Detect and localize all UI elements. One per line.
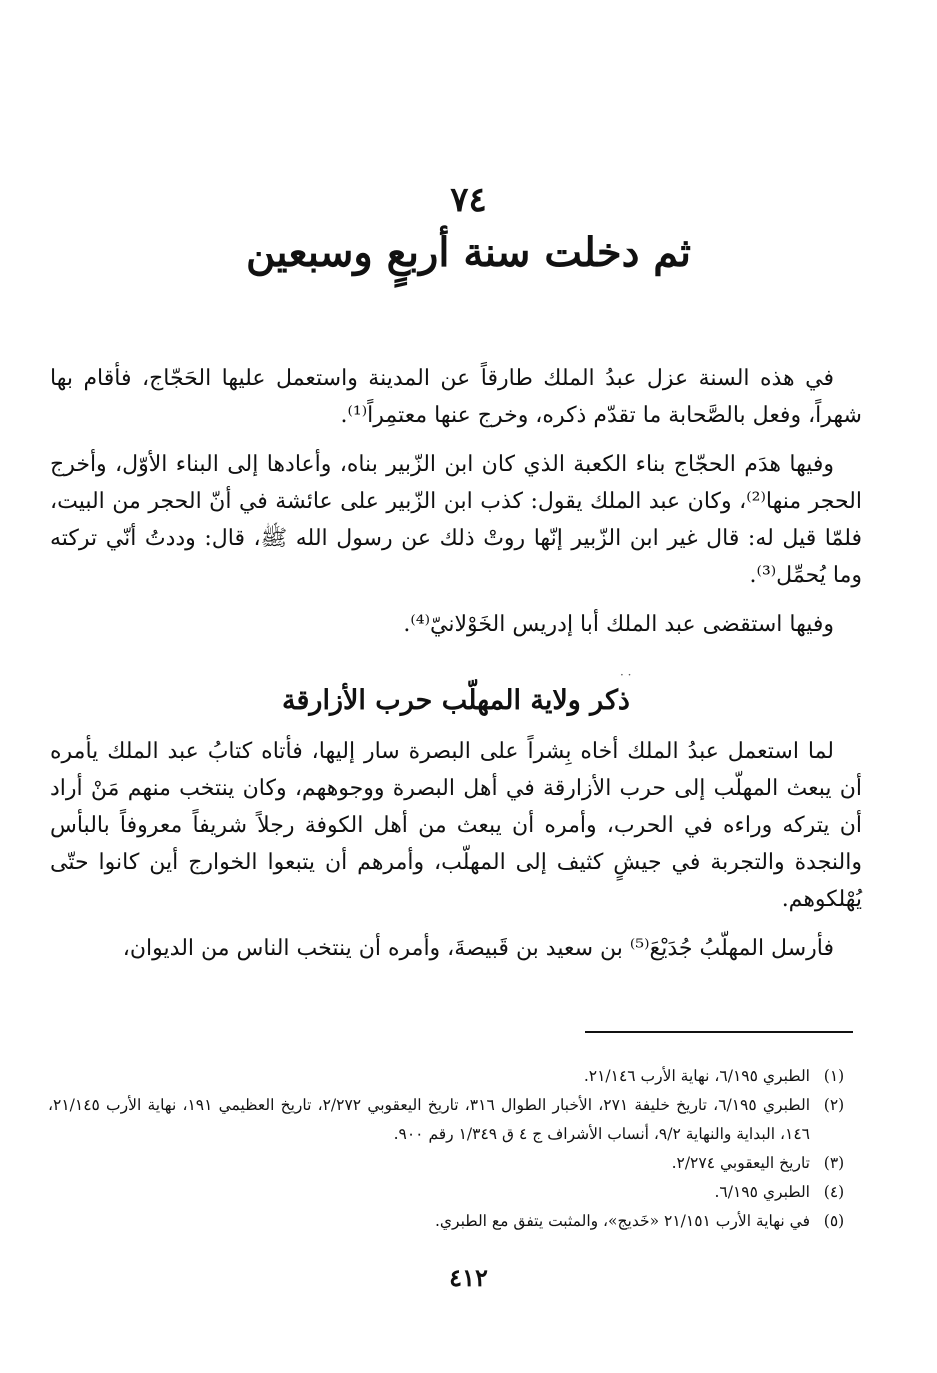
paragraph: وفيها هدَم الحجّاج بناء الكعبة الذي كان ابن الزّبير بناه، وأعادها إلى البناء الأوّل، وأخرج الحجر منها⁽²⁾، وكان عبد الملك يقول: كذب ابن الزّبير على عائشة في أنّ الحجر من البيت، فلمّا قيل له: قال غير ابن الزّبير إنّها روتْ ذلك عن رسول الله ﷺ، قال: وددتُ أنّي تركته وما يُحمِّل⁽³⁾. xyxy=(50,452,862,588)
footnote-text: الطبري ٦/١٩٥، تاريخ خليفة ٢٧١، الأخبار الطوال ٣١٦، تاريخ اليعقوبي ٢/٢٧٢، تاريخ العظيمي ١٩١، نهاية الأرب ٢١/١٤٥، ١٤٦، البداية والنهاية ٩/٢، أنساب الأشراف ج ٤ ق ١/٣٤٩ رقم ٩٠٠. xyxy=(48,1096,811,1143)
chapter-title: ثم دخلت سنة أربعٍ وسبعين xyxy=(245,229,692,276)
footnote xyxy=(48,1207,858,1236)
footnotes xyxy=(48,1062,858,1236)
footnote xyxy=(48,1062,858,1091)
footnote-text: تاريخ اليعقوبي ٢/٢٧٤. xyxy=(671,1154,810,1172)
footnote-divider xyxy=(585,1031,853,1033)
paragraph: لما استعمل عبدُ الملك أخاه بِشراً على البصرة سار إليها، فأتاه كتابُ عبد الملك يأمره أن يبعث المهلّب إلى حرب الأزارقة في أهل البصرة ووجوههم، وكان ينتخب منهم مَنْ أراد أن يتركه وراءه في الحرب، وأمره أن يبعث من أهل الكوفة رجلاً شريفاً معروفاً بالبأس والنجدة والتجربة في جيشٍ كثيف إلى المهلّب، وأمرهم أن يتبعوا الخوارج أين كانوا حتّى يُهْلكوهم. xyxy=(50,739,862,912)
print-speck: · · xyxy=(620,668,632,682)
footnote-number: (٤) xyxy=(823,1183,845,1201)
page-number: ٤١٢ xyxy=(449,1263,488,1292)
footnote xyxy=(48,1178,858,1207)
paragraph: وفيها استقضى عبد الملك أبا إدريس الخَوْلانيّ⁽⁴⁾. xyxy=(403,612,834,637)
main-text xyxy=(50,360,862,979)
footnote xyxy=(48,1091,858,1149)
footnote-number: (٢) xyxy=(823,1096,845,1114)
footnote-text: في نهاية الأرب ٢١/١٥١ «خَديج»، والمثبت يتفق مع الطبري. xyxy=(434,1212,810,1230)
footnote-number: (١) xyxy=(823,1067,845,1085)
footnote-text: الطبري ٦/١٩٥. xyxy=(714,1183,810,1201)
footnote xyxy=(48,1149,858,1178)
paragraph: فأرسل المهلّبُ جُدَيْعَ⁽⁵⁾ بن سعيد بن قَبيصةَ، وأمره أن ينتخب الناس من الديوان، xyxy=(122,936,834,961)
footnote-text: الطبري ٦/١٩٥، نهاية الأرب ٢١/١٤٦. xyxy=(583,1067,810,1085)
paragraph: في هذه السنة عزل عبدُ الملك طارقاً عن المدينة واستعمل عليها الحَجّاج، فأقام بها شهراً، وفعل بالصَّحابة ما تقدّم ذكره، وخرج عنها معتمِراً⁽¹⁾. xyxy=(50,366,862,428)
footnote-number: (٥) xyxy=(823,1212,845,1230)
footnote-number: (٣) xyxy=(823,1154,845,1172)
chapter-number: ٧٤ xyxy=(450,180,487,220)
section-heading: ذكر ولاية المهلّب حرب الأزارقة xyxy=(282,685,630,716)
